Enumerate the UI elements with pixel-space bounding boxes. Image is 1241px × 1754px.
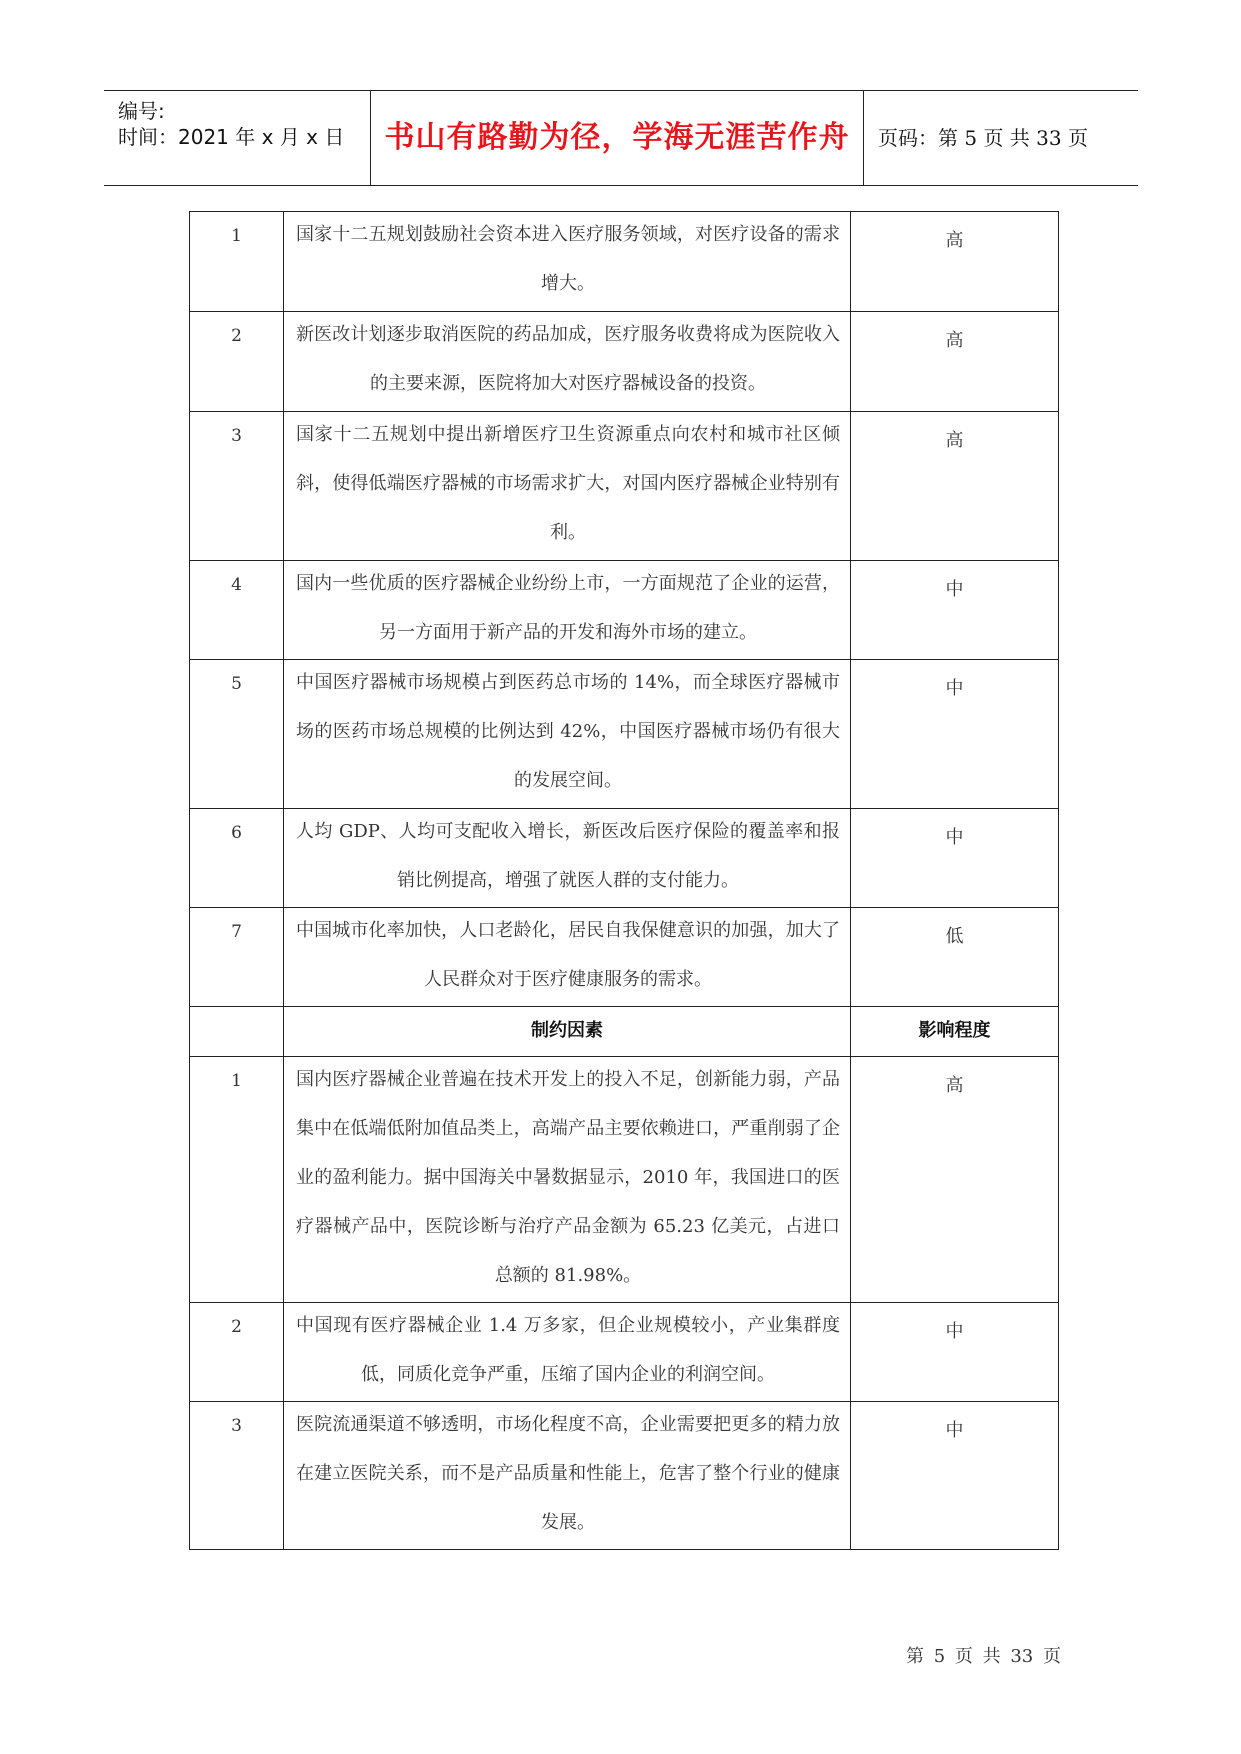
row-level: 高: [851, 412, 1059, 560]
row-level: 高: [851, 212, 1059, 311]
row-level: 高: [851, 1057, 1059, 1302]
row-level: 中: [851, 660, 1059, 808]
header-meta: [104, 91, 371, 185]
row-number: 3: [190, 412, 284, 560]
serial-label: 编号:: [118, 99, 165, 123]
table-row: [190, 660, 1059, 809]
header-empty-cell: [190, 1007, 284, 1056]
row-description: [284, 908, 851, 1006]
table-row: [190, 561, 1059, 660]
table-row: [190, 809, 1059, 908]
row-description: [284, 660, 851, 808]
row-number: 7: [190, 908, 284, 1006]
header-page-code: 页码：第 5 页 共 33 页: [878, 126, 1088, 150]
row-description: [284, 1402, 851, 1549]
table-row: [190, 212, 1059, 312]
header-motto: 书山有路勤为径，学海无涯苦作舟: [371, 91, 864, 185]
row-number: 4: [190, 561, 284, 659]
row-number: 3: [190, 1402, 284, 1549]
table-row: [190, 412, 1059, 561]
table-row: [190, 1057, 1059, 1303]
row-text: 中国医疗器械市场规模占到医药总市场的 14%，而全球医疗器械市场的医药市场总规模的比例达到 42%，中国医疗器械市场仍有很大的发展空间。: [296, 672, 840, 791]
constraint-header-row: [190, 1007, 1059, 1057]
row-number: 1: [190, 212, 284, 311]
row-text: 国家十二五规划中提出新增医疗卫生资源重点向农村和城市社区倾斜，使得低端医疗器械的市场需求扩大，对国内医疗器械企业特别有利。: [296, 424, 840, 543]
row-number: 1: [190, 1057, 284, 1302]
row-description: [284, 412, 851, 560]
row-level: 中: [851, 1303, 1059, 1401]
row-text: 中国现有医疗器械企业 1.4 万多家，但企业规模较小，产业集群度低，同质化竞争严重，压缩了国内企业的利润空间。: [296, 1315, 840, 1385]
row-text: 国内一些优质的医疗器械企业纷纷上市，一方面规范了企业的运营，另一方面用于新产品的开发和海外市场的建立。: [296, 573, 840, 643]
table-row: [190, 1402, 1059, 1550]
row-text: 医院流通渠道不够透明，市场化程度不高，企业需要把更多的精力放在建立医院关系，而不是产品质量和性能上，危害了整个行业的健康发展。: [296, 1414, 840, 1533]
row-description: [284, 1303, 851, 1401]
row-level: 中: [851, 561, 1059, 659]
row-level: 高: [851, 312, 1059, 411]
constraint-factor-header: 制约因素: [284, 1007, 851, 1056]
row-text: 人均 GDP、人均可支配收入增长，新医改后医疗保险的覆盖率和报销比例提高，增强了就医人群的支付能力。: [296, 821, 841, 891]
row-number: 2: [190, 1303, 284, 1401]
page-header: [104, 90, 1138, 186]
factor-table: [189, 211, 1059, 1550]
time-label: 时间：2021 年 x 月 x 日: [118, 125, 345, 149]
row-description: [284, 212, 851, 311]
row-description: [284, 1057, 851, 1302]
page-footer: 第 5 页 共 33 页: [906, 1646, 1061, 1667]
table-row: [190, 908, 1059, 1007]
row-level: 低: [851, 908, 1059, 1006]
table-row: [190, 1303, 1059, 1402]
row-level: 中: [851, 1402, 1059, 1549]
row-number: 5: [190, 660, 284, 808]
row-number: 6: [190, 809, 284, 907]
row-text: 国内医疗器械企业普遍在技术开发上的投入不足，创新能力弱，产品集中在低端低附加值品类上，高端产品主要依赖进口，严重削弱了企业的盈利能力。据中国海关中暑数据显示，2010 年，我国进口的医疗器械产品中，医院诊断与治疗产品金额为 65.23 亿美元，占进口总额的 81.98%。: [296, 1069, 840, 1286]
row-level: 中: [851, 809, 1059, 907]
row-text: 国家十二五规划鼓励社会资本进入医疗服务领域，对医疗设备的需求增大。: [296, 224, 840, 294]
row-description: [284, 561, 851, 659]
impact-level-header: 影响程度: [851, 1007, 1059, 1056]
table-row: [190, 312, 1059, 412]
row-description: [284, 312, 851, 411]
row-number: 2: [190, 312, 284, 411]
row-text: 新医改计划逐步取消医院的药品加成，医疗服务收费将成为医院收入的主要来源，医院将加大对医疗器械设备的投资。: [296, 324, 840, 394]
row-description: [284, 809, 851, 907]
row-text: 中国城市化率加快，人口老龄化，居民自我保健意识的加强，加大了人民群众对于医疗健康服务的需求。: [296, 920, 840, 990]
